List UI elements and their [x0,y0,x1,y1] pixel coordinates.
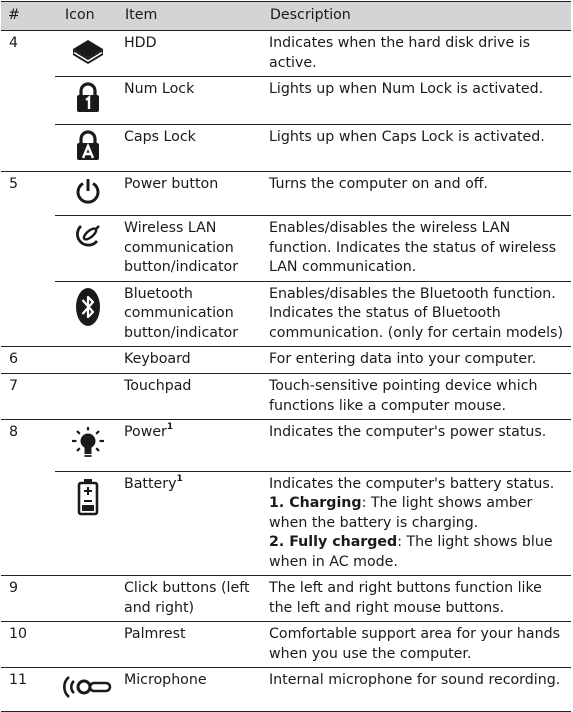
row-description: Turns the computer on and off. [266,172,571,216]
row-item: Power [124,424,167,440]
row-num: 8 [1,420,55,472]
row-description: Internal microphone for sound recording. [266,668,571,712]
row-item: Palmrest [121,622,266,668]
table-row [1,374,571,420]
fully-charged-label: 2. Fully charged [269,534,398,550]
row-num: 5 [1,172,55,216]
header-icon: Icon [55,2,121,31]
table-row [1,77,571,125]
row-description: Indicates when the hard disk drive is active. [266,31,571,77]
row-description: Indicates the computer's battery status. [269,475,555,492]
row-num: 11 [1,668,55,712]
row-num: 6 [1,347,55,374]
row-description: Lights up when Caps Lock is activated. [266,124,571,172]
row-description: Comfortable support area for your hands when you use the computer. [266,622,571,668]
footnote-marker: 1 [166,422,174,433]
power-light-icon [68,425,108,461]
table-row [1,172,571,216]
row-item: Keyboard [121,347,266,374]
table-row [1,668,571,712]
charging-text: : The light shows amber when the battery is charging. [269,495,533,531]
table-header-row [1,2,571,31]
table-row [1,622,571,668]
row-item: Click buttons (left and right) [121,576,266,622]
row-item: Touchpad [121,374,266,420]
row-item: Power button [121,172,266,216]
microphone-icon [62,673,114,701]
table-row [1,347,571,374]
row-description: Touch-sensitive pointing device which functions like a computer mouse. [266,374,571,420]
row-num: 10 [1,622,55,668]
wireless-lan-icon [73,221,103,249]
table-row [1,471,571,576]
hdd-icon [71,36,105,66]
charging-label: 1. Charging [269,495,362,511]
row-item: Num Lock [121,77,266,125]
indicator-table [1,1,571,712]
row-item: Microphone [121,668,266,712]
footnote-marker: 1 [176,473,183,484]
row-description: Lights up when Num Lock is activated. [266,77,571,125]
row-item: Bluetooth communication button/indicator [121,281,266,347]
row-item: Caps Lock [121,124,266,172]
bluetooth-icon [75,287,101,327]
fully-charged-text: : The light shows blue when in AC mode. [269,534,553,570]
power-button-icon [74,177,102,205]
row-num: 4 [1,31,55,77]
header-description: Description [266,2,571,31]
header-item: Item [121,2,266,31]
row-description: Indicates the computer's power status. [266,420,571,472]
row-num: 7 [1,374,55,420]
row-num: 9 [1,576,55,622]
caps-lock-icon [75,130,101,162]
table-row [1,216,571,282]
row-item: Wireless LAN communication button/indicator [121,216,266,282]
row-item: HDD [121,31,266,77]
table-row [1,576,571,622]
row-item: Battery [124,475,177,492]
row-description: Enables/disables the wireless LAN function. Indicates the status of wireless LAN communication. [266,216,571,282]
table-row [1,281,571,347]
battery-icon [76,477,100,517]
header-num: # [1,2,55,31]
row-description: The left and right buttons function like the left and right mouse buttons. [266,576,571,622]
num-lock-icon [75,82,101,114]
table-row [1,31,571,77]
table-row [1,124,571,172]
row-description: Enables/disables the Bluetooth function. Indicates the status of Bluetooth communication. (only for certain models) [266,281,571,347]
row-description: For entering data into your computer. [266,347,571,374]
table-row [1,420,571,472]
